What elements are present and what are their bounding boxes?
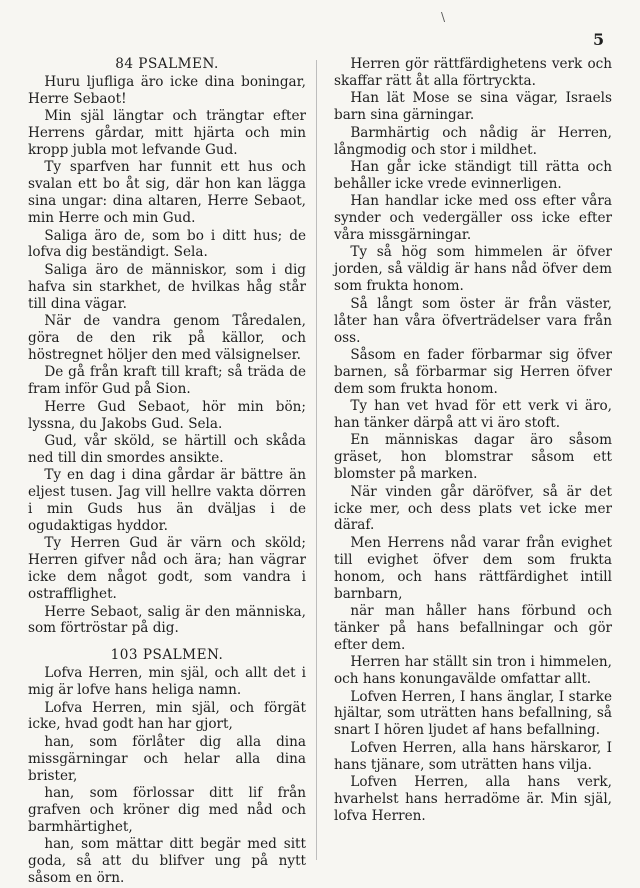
verse: han, som förlåter dig alla dina missgärningar och helar alla dina brister, [28,733,306,784]
verse: Barmhärtig och nådig är Herren, långmodig och stor i mildhet. [334,124,612,158]
verse: Han handlar icke med oss efter våra synder och vedergäller oss icke efter våra missgärningar. [334,193,612,244]
verse: Gud, vår sköld, se härtill och skåda ned till din smordes ansikte. [28,432,306,466]
verse: han, som mättar ditt begär med sitt goda, så att du blifver ung på nytt såsom en örn. [28,836,306,887]
psalm-84-heading: 84 PSALMEN. [115,56,219,72]
verse: Saliga äro de, som bo i ditt hus; de lofva dig beständigt. Sela. [28,227,306,261]
verse: Lofva Herren, min själ, och förgät icke, hvad godt han har gjort, [28,699,306,733]
verse: De gå från kraft till kraft; så träda de fram inför Gud på Sion. [28,364,306,398]
verse: Lofven Herren, alla hans verk, hvarhelst hans herradöme är. Min själ, lofva Herren. [334,774,612,824]
left-column [28,56,306,888]
verse: När vinden går däröfver, så är det icke mer, och dess plats vet icke mer däraf. [334,483,612,534]
verse: när man håller hans förbund och tänker på hans befallningar och gör efter dem. [334,603,612,653]
verse: Ty så hög som himmelen är öfver jorden, så väldig är hans nåd öfver dem som frukta honom. [334,244,612,295]
verse: Han lät Mose se sina vägar, Israels barn sina gärningar. [334,90,612,124]
verse: Han går icke ständigt till rätta och behåller icke vrede evinnerligen. [334,158,612,192]
verse: Så långt som öster är från väster, låter han våra öfverträdelser vara från oss. [334,295,612,346]
page-number: 5 [593,30,605,49]
column-divider [316,60,317,860]
verse: Ty en dag i dina gårdar är bättre än eljest tusen. Jag vill hellre vakta dörren i min Guds hus än dväljas i de ogudaktigas hyddor. [28,467,306,534]
stray-mark: \ [441,10,446,24]
verse: Lofva Herren, min själ, och allt det i mig är lofve hans heliga namn. [28,665,306,699]
verse: Lofven Herren, alla hans härskaror, I hans tjänare, som uträtten hans vilja. [334,739,612,773]
verse: En människas dagar äro såsom gräset, hon blomstrar såsom ett blomster på marken. [334,432,612,483]
verse: Lofven Herren, I hans änglar, I starke hjältar, som uträtten hans befallning, så snart I hören ljudet af hans befallning. [334,688,612,739]
verse: Herren gör rättfärdighetens verk och skaffar rätt åt alla förtryckta. [334,56,612,89]
verse: Herren har ställt sin tron i himmelen, och hans konungavälde omfattar allt. [334,654,612,688]
verse: Ty han vet hvad för ett verk vi äro, han tänker därpå att vi äro stoft. [334,398,612,432]
verse: Ty sparfven har funnit ett hus och svalan ett bo åt sig, där hon kan lägga sina ungar: dina altaren, Herre Sebaot, min Herre och min Gud. [28,159,306,227]
psalm-103-heading: 103 PSALMEN. [110,647,224,664]
verse: Men Herrens nåd varar från evighet till evighet öfver dem som frukta honom, och hans rättfärdighet intill barnbarn, [334,534,612,602]
right-column [334,56,612,825]
verse: Huru ljufliga äro icke dina boningar, Herre Sebaot! [28,73,306,107]
verse: Ty Herren Gud är värn och sköld; Herren gifver nåd och ära; han vägrar icke dem något godt, som vandra i ostrafflighet. [28,535,306,603]
verse: Min själ längtar och trängtar efter Herrens gårdar, mitt hjärta och min kropp jubla mot lefvande Gud. [28,108,306,159]
verse: han, som förlossar ditt lif från grafven och kröner dig med nåd och barmhärtighet, [28,785,306,835]
verse: Såsom en fader förbarmar sig öfver barnen, så förbarmar sig Herren öfver dem som frukta honom. [334,346,612,397]
verse: Herre Sebaot, salig är den människa, som förtröstar på dig. [28,603,306,637]
verse: När de vandra genom Tåredalen, göra de den rik på källor, och höstregnet höljer den med välsignelser. [28,313,306,363]
verse: Herre Gud Sebaot, hör min bön; lyssna, du Jakobs Gud. Sela. [28,398,306,432]
verse: Saliga äro de människor, som i dig hafva sin starkhet, de hvilkas håg står till dina vägar. [28,261,306,312]
